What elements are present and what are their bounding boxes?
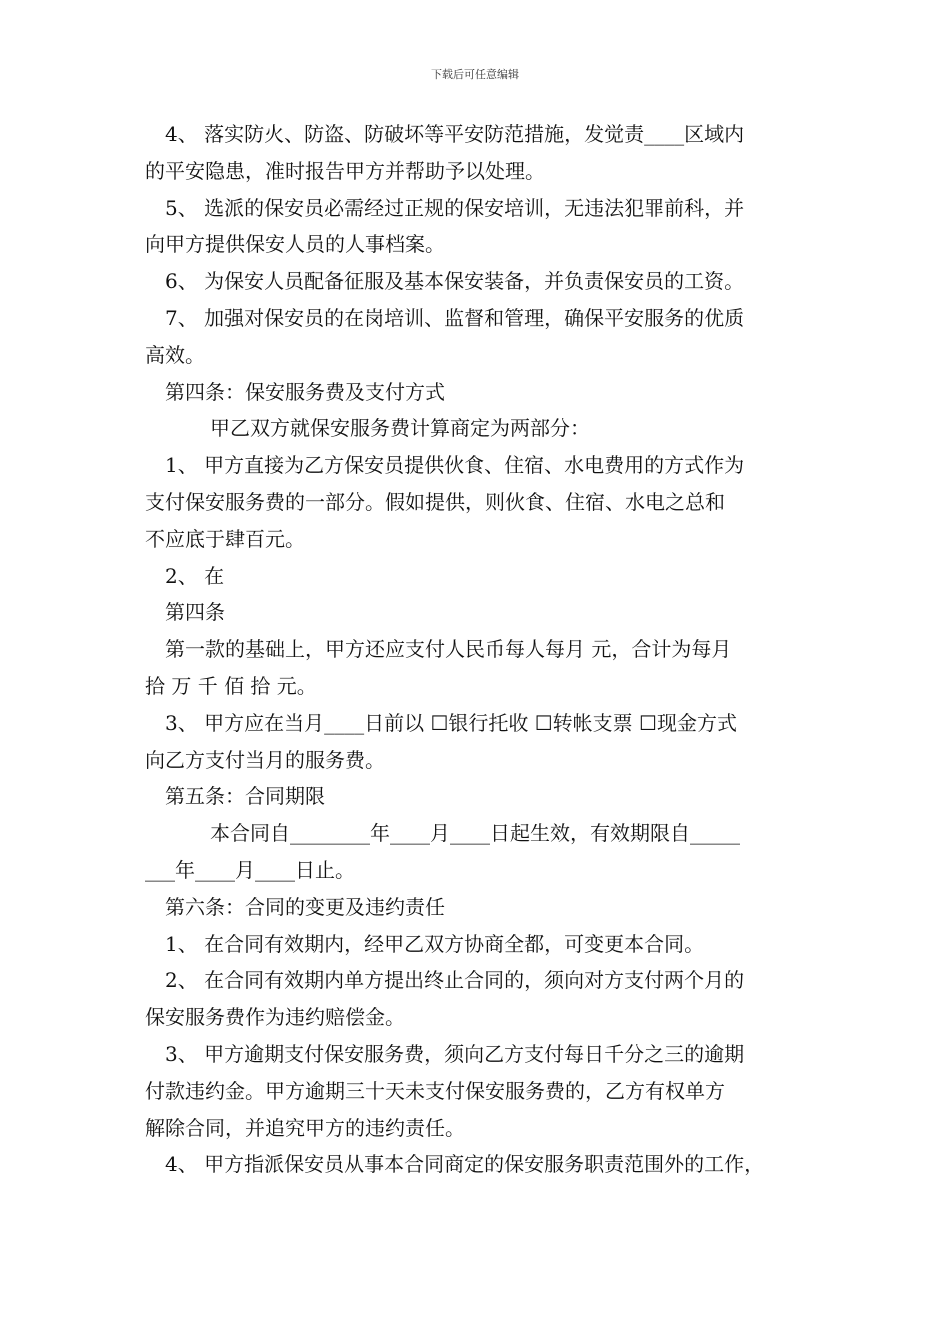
text-line: 1、 甲方直接为乙方保安员提供伙食、住宿、水电费用的方式作为 — [165, 453, 745, 478]
text-line: 3、 甲方应在当月____日前以 ☐银行托收 ☐转帐支票 ☐现金方式 — [165, 710, 737, 735]
text-line: 4、 甲方指派保安员从事本合同商定的保安服务职责范围外的工作， — [165, 1152, 765, 1177]
text-line: 不应底于肆百元。 — [145, 526, 305, 551]
text-line: 2、 在合同有效期内单方提出终止合同的，须向对方支付两个月的 — [165, 968, 745, 993]
text-line: 向乙方支付当月的服务费。 — [145, 747, 385, 772]
text-line: 3、 甲方逾期支付保安服务费，须向乙方支付每日千分之三的逾期 — [165, 1041, 745, 1066]
text-line: 解除合同，并追究甲方的违约责任。 — [145, 1115, 465, 1140]
document-body — [145, 116, 825, 1183]
text-line: 第四条：保安服务费及支付方式 — [165, 379, 445, 404]
text-line: 向甲方提供保安人员的人事档案。 — [145, 232, 445, 257]
text-line: 拾 万 千 佰 拾 元。 — [145, 673, 317, 698]
text-line: 4、 落实防火、防盗、防破坏等平安防范措施，发觉责____区域内 — [165, 122, 745, 146]
text-line: 的平安隐患，准时报告甲方并帮助予以处理。 — [145, 158, 545, 183]
text-line: 第六条：合同的变更及违约责任 — [165, 894, 445, 919]
text-line: 第五条：合同期限 — [165, 784, 325, 809]
text-line: 第一款的基础上，甲方还应支付人民币每人每月 元，合计为每月 — [165, 637, 732, 662]
text-line: 第四条 — [165, 600, 225, 625]
text-line: 甲乙双方就保安服务费计算商定为两部分： — [210, 416, 590, 441]
text-line: 支付保安服务费的一部分。假如提供，则伙食、住宿、水电之总和 — [145, 489, 725, 514]
text-line: 付款违约金。甲方逾期三十天未支付保安服务费的，乙方有权单方 — [145, 1078, 725, 1103]
text-line: 保安服务费作为违约赔偿金。 — [145, 1005, 405, 1030]
text-line: 6、 为保安人员配备征服及基本保安装备，并负责保安员的工资。 — [165, 269, 745, 294]
text-line: 2、 在 — [165, 563, 225, 588]
text-line: 高效。 — [145, 342, 205, 367]
text-line: 本合同自________年____月____日起生效，有效期限自_____ — [210, 821, 740, 846]
text-line: 7、 加强对保安员的在岗培训、监督和管理，确保平安服务的优质 — [165, 305, 745, 330]
text-line: ___年____月____日止。 — [145, 857, 355, 882]
text-line: 5、 选派的保安员必需经过正规的保安培训，无违法犯罪前科，并 — [165, 195, 745, 220]
page-header: 下载后可任意编辑 — [431, 68, 519, 81]
text-line: 1、 在合同有效期内，经甲乙双方协商全都，可变更本合同。 — [165, 931, 705, 956]
